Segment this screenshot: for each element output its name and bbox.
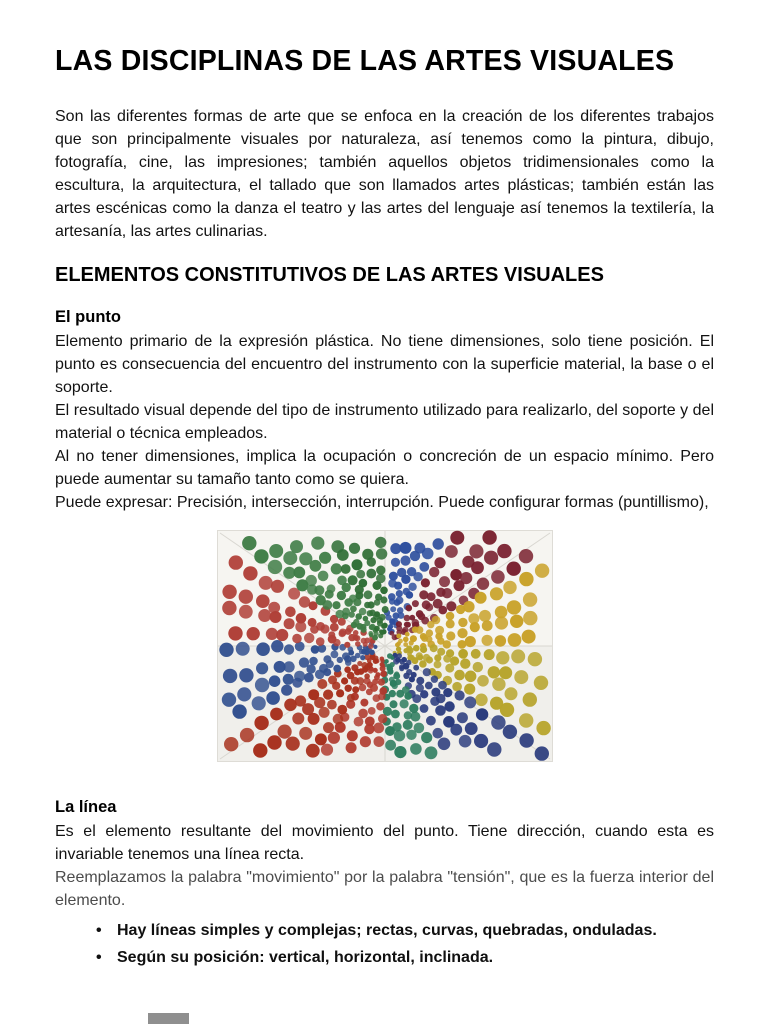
subheading-la-linea: La línea xyxy=(55,798,117,816)
list-item xyxy=(55,919,714,942)
artwork-container xyxy=(55,530,714,767)
bullet-icon: • xyxy=(96,922,102,939)
bullet-text: Hay líneas simples y complejas; rectas, curvas, quebradas, onduladas. xyxy=(117,922,657,939)
punto-paragraph-3: Al no tener dimensiones, implica la ocupación o concreción de un espacio mínimo. Pero puede aumentar su tamaño tanto como se quiera. xyxy=(55,448,714,488)
intro-paragraph: Son las diferentes formas de arte que se enfoca en la creación de los diferentes trabajos que son principalmente visuales por naturaleza, así tenemos como la pintura, dibujo, fotografía, cine, las impresiones; también aquellos objetos tridimensionales como la escultura, la arquitectura, el tallado que son llamados artes plásticas; también están las artes escénicas como la danza el teatro y las artes del lenguaje así tenemos la textilería, la artesanía, las artes culinarias. xyxy=(55,108,714,240)
section-heading: ELEMENTOS CONSTITUTIVOS DE LAS ARTES VISUALES xyxy=(55,264,604,286)
subheading-el-punto: El punto xyxy=(55,308,121,326)
list-item xyxy=(55,946,714,969)
punto-paragraph-4: Puede expresar: Precisión, intersección, interrupción. Puede configurar formas (puntillismo), xyxy=(55,494,709,511)
punto-paragraph-1: Elemento primario de la expresión plástica. No tiene dimensiones, solo tiene posición. El punto es consecuencia del encuentro del instrumento con la superficie material, la base o el soporte. xyxy=(55,333,714,396)
linea-bullet-list xyxy=(55,919,714,969)
bullet-icon: • xyxy=(96,949,102,966)
linea-paragraph-2: Reemplazamos la palabra "movimiento" por la palabra "tensión", que es la fuerza interior del elemento. xyxy=(55,869,714,909)
next-page-edge-artifact xyxy=(148,1013,189,1024)
bullet-text: Según su posición: vertical, horizontal, inclinada. xyxy=(117,949,494,966)
linea-paragraph-1: Es el elemento resultante del movimiento del punto. Tiene dirección, cuando esta es invariable tenemos una línea recta. xyxy=(55,823,714,863)
document-title: LAS DISCIPLINAS DE LAS ARTES VISUALES xyxy=(55,45,675,77)
pointillism-artwork-image xyxy=(217,530,553,762)
punto-paragraph-2: El resultado visual depende del tipo de instrumento utilizado para realizarlo, del soporte y del material o técnica empleados. xyxy=(55,402,714,442)
